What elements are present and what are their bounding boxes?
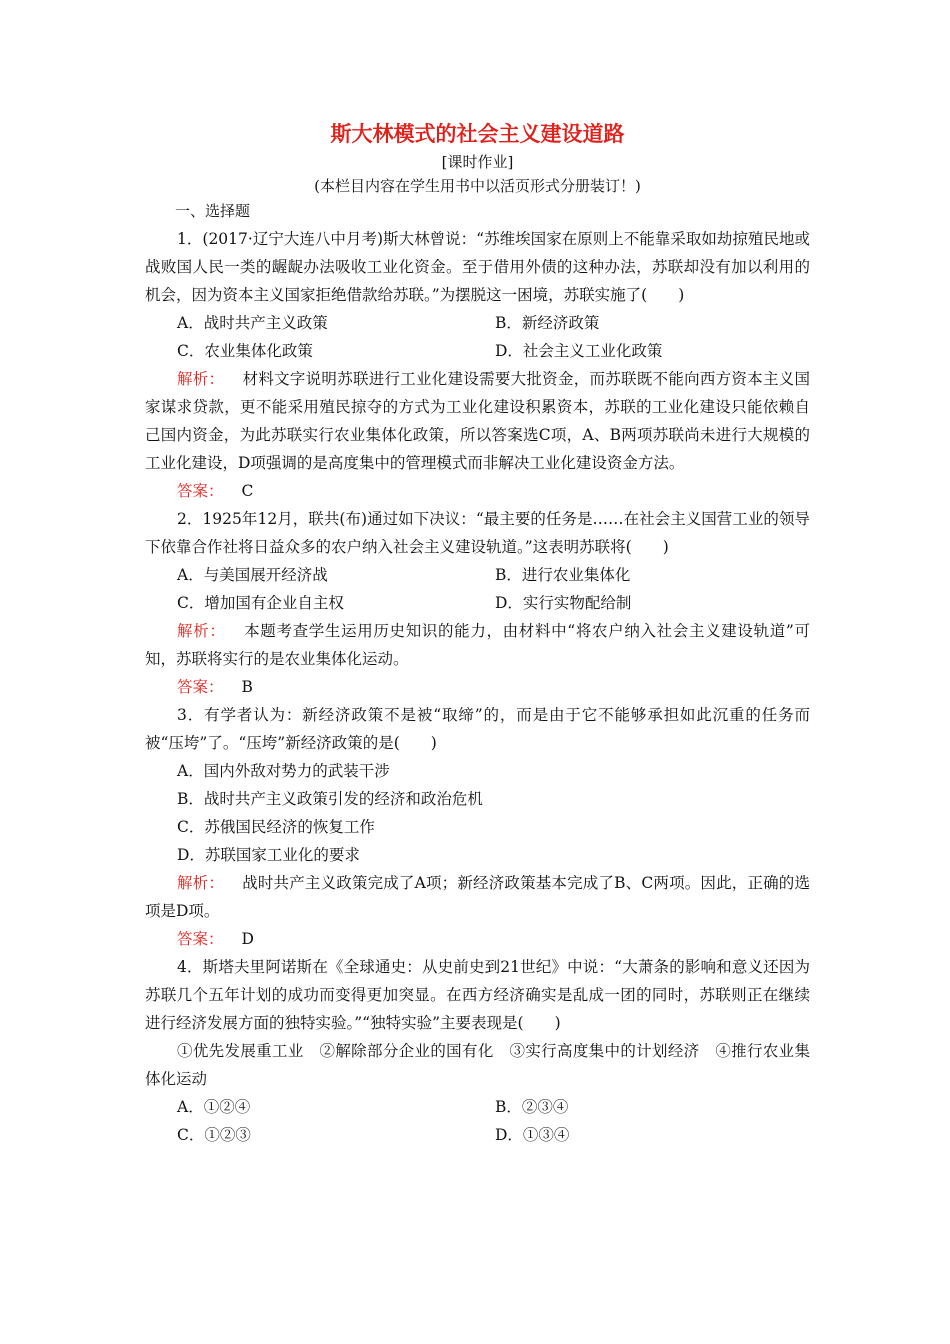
analysis xyxy=(145,365,810,477)
options xyxy=(145,309,810,365)
options xyxy=(145,757,810,869)
option-b: B．②③④ xyxy=(495,1098,569,1116)
answer-value: B xyxy=(241,678,253,696)
option-c: C．苏俄国民经济的恢复工作 xyxy=(177,818,375,836)
answer xyxy=(145,673,810,701)
analysis-label: 解析： xyxy=(177,622,226,640)
option-d: D．社会主义工业化政策 xyxy=(495,342,663,360)
answer-label: 答案： xyxy=(177,678,224,696)
options xyxy=(145,561,810,617)
question-stem: 4．斯塔夫里阿诺斯在《全球通史：从史前史到21世纪》中说：“大萧条的影响和意义还因为苏联几个五年计划的成功而变得更加突显。在西方经济确实是乱成一团的同时，苏联则正在继续进行经济发展方面的独特实验。”“独特实验”主要表现是( ) xyxy=(145,958,810,1032)
option-a: A．与美国展开经济战 xyxy=(177,566,328,584)
answer-value: D xyxy=(241,930,254,948)
question-stem: 2．1925年12月，联共(布)通过如下决议：“最主要的任务是……在社会主义国营工业的领导下依靠合作社将日益众多的农户纳入社会主义建设轨道。”这表明苏联将( ) xyxy=(145,510,810,556)
page-title: 斯大林模式的社会主义建设道路 xyxy=(330,121,625,146)
analysis-label: 解析： xyxy=(177,370,225,388)
binding-note: (本栏目内容在学生用书中以活页形式分册装订！) xyxy=(314,177,641,195)
option-c: C．农业集体化政策 xyxy=(177,342,313,360)
section-heading: 一、选择题 xyxy=(175,202,251,220)
answer-value: C xyxy=(241,482,254,500)
option-c: C．增加国有企业自主权 xyxy=(177,594,344,612)
question-items: ①优先发展重工业 ②解除部分企业的国有化 ③实行高度集中的计划经济 ④推行农业集体化运动 xyxy=(145,1042,810,1088)
question-1 xyxy=(145,225,810,505)
question-3 xyxy=(145,701,810,953)
option-b: B．新经济政策 xyxy=(495,314,600,332)
page-subtitle: [课时作业] xyxy=(441,153,514,171)
option-d: D．实行实物配给制 xyxy=(495,594,632,612)
question-4 xyxy=(145,953,810,1149)
option-d: D．苏联国家工业化的要求 xyxy=(177,846,360,864)
analysis xyxy=(145,617,810,673)
analysis-text: 战时共产主义政策完成了A项；新经济政策基本完成了B、C两项。因此，正确的选项是D项。 xyxy=(145,874,810,920)
option-d: D．①③④ xyxy=(495,1126,570,1144)
question-stem: 3．有学者认为：新经济政策不是被“取缔”的，而是由于它不能够承担如此沉重的任务而被“压垮”了。“压垮”新经济政策的是( ) xyxy=(145,706,810,752)
option-a: A．①②④ xyxy=(177,1098,251,1116)
analysis xyxy=(145,869,810,925)
option-b: B．战时共产主义政策引发的经济和政治危机 xyxy=(177,790,483,808)
answer-label: 答案： xyxy=(177,930,224,948)
option-a: A．战时共产主义政策 xyxy=(177,314,328,332)
question-2 xyxy=(145,505,810,701)
analysis-text: 材料文字说明苏联进行工业化建设需要大批资金，而苏联既不能向西方资本主义国家谋求贷款，更不能采用殖民掠夺的方式为工业化建设积累资本，苏联的工业化建设只能依赖自己国内资金，为此苏联实行农业集体化政策，所以答案选C项，A、B两项苏联尚未进行大规模的工业化建设，D项强调的是高度集中的管理模式而非解决工业化建设资金方法。 xyxy=(145,370,810,472)
options xyxy=(145,1093,810,1149)
option-b: B．进行农业集体化 xyxy=(495,566,631,584)
answer xyxy=(145,477,810,505)
option-c: C．①②③ xyxy=(177,1126,251,1144)
answer-label: 答案： xyxy=(177,482,224,500)
question-stem: 1．(2017·辽宁大连八中月考)斯大林曾说：“苏维埃国家在原则上不能靠采取如劫掠殖民地或战败国人民一类的龌龊办法吸收工业化资金。至于借用外债的这种办法，苏联却没有加以利用的机会，因为资本主义国家拒绝借款给苏联。”为摆脱这一困境，苏联实施了( ) xyxy=(145,230,810,304)
option-a: A．国内外敌对势力的武装干涉 xyxy=(177,762,390,780)
answer xyxy=(145,925,810,953)
analysis-text: 本题考查学生运用历史知识的能力，由材料中“将农户纳入社会主义建设轨道”可知，苏联将实行的是农业集体化运动。 xyxy=(145,622,810,668)
analysis-label: 解析： xyxy=(177,874,225,892)
